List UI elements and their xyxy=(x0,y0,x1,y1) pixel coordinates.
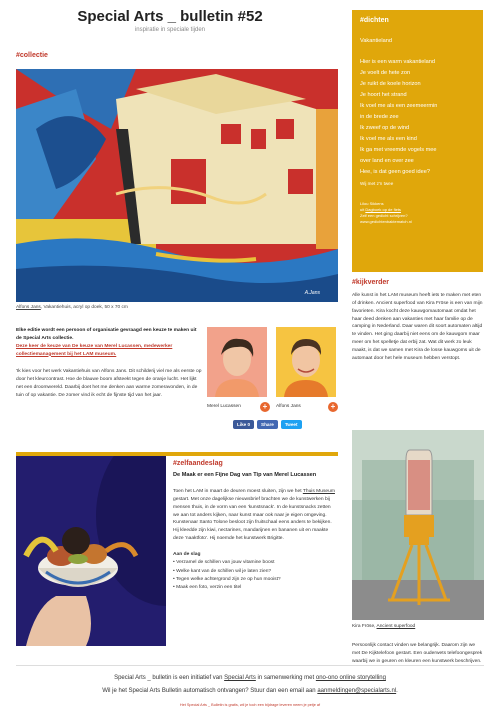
portrait-merel[interactable] xyxy=(207,327,267,397)
painting-signature: A.Jans xyxy=(304,290,320,296)
share-button[interactable]: Share xyxy=(257,420,278,429)
plus-icon[interactable]: + xyxy=(328,402,338,412)
zelfaandeslag-tag: #zelfaandeslag xyxy=(173,460,223,467)
gumball-machine-photo xyxy=(352,430,484,620)
poem-line: Ik ga met vreemde vogels mee xyxy=(360,147,437,153)
footer-line-3: Het Special Arts _ Bulletin is gratis, wil je toch een bijdrage leveren neem je petje af xyxy=(179,703,321,707)
poem-lines xyxy=(360,57,475,189)
quote-text: 'Ik kies voor het werk Vakantiehuis van Alfons Jans. Dit schilderij viel me als eerste op door het kleurcontrast. Hoe de blauwe boom afsteekt tegen de oranje lucht. Het lijkt net een droomwereld. Daarbij doet het me denken aan warme zomeravonden, in de tuin of op vakantie. De zomer vind ik echt de fijnste tijd van het jaar. xyxy=(16,369,202,398)
poem-credit xyxy=(360,201,475,225)
email-link[interactable]: aanmeldingen@specialarts.nl xyxy=(317,688,397,694)
footer-line-1: Special Arts _ bulletin is een initiatief van Special Arts in samenwerking met ono-ono online storytelling xyxy=(114,675,386,681)
portrait-merel-image xyxy=(207,327,267,397)
poem-source: uit Dagboek op de fiets xyxy=(360,207,401,212)
portrait-alfons[interactable] xyxy=(276,327,336,397)
step-item: • Verzamel de schillen van jouw vitamine boost xyxy=(173,560,275,566)
steps-title: Aan de slag xyxy=(173,551,201,557)
kijkverder-text: Alle kunst in het LAM museum heeft iets te maken met eten of drinken. Ancient superfood van Kira Fröse is een van mijn favorieten. Kira kocht deze kauwgomautomaat omdat het haar deed denken aan vakanties met haar familie op de camping in Nederland. Daar waren dit soort automaten altijd te vinden. Het ging daarbij niet eens om de kauwgom maar meer om het spelletje dat erbij zat. Wat dit werk zo leuk maakt, is dat we samen met Kira de losse kauwgoms uit de automaat door het hele museum hebben verstopt. xyxy=(352,293,483,361)
poem-line: Je ruikt de koele horizon xyxy=(360,81,421,87)
poet-name: Lilou Sikkens xyxy=(360,201,384,206)
poem-line: Ik voel me als een zeemeermin xyxy=(360,103,438,109)
kira-caption: Kira Fröse, Ancient superfood xyxy=(352,624,416,629)
poem-line: Wij met z'n twee xyxy=(360,181,394,186)
ancient-superfood-link[interactable]: Ancient superfood xyxy=(376,624,416,629)
poem-line: Je hoort het strand xyxy=(360,92,407,98)
poem-line: Je voelt de hete zon xyxy=(360,70,411,76)
fruit-bowl-image[interactable] xyxy=(16,456,166,646)
collectie-tag: #collectie xyxy=(16,52,48,59)
poem-title: Vakantieland xyxy=(360,38,392,44)
ono-ono-link[interactable]: ono-ono online storytelling xyxy=(315,675,386,681)
painting-image[interactable] xyxy=(16,69,338,302)
portrait-alfons-image xyxy=(276,327,336,397)
zelfaandeslag-paragraph: Toen het LAM in maart de deuren moest sluiten, zijn we het Thuis Museum gestart. Met onze dagelijkse nieuwsbrief brachten we de kunstwerken bij mensen thuis, in de vorm van een 'kunstsnack'. In de kunstsnacks zetten we aan tot anders kijken, naar kunst maar ook naar je eigen omgeving. Kunstenaar Santo Tolone besloot zijn fruitschaal eens anders te bekijken. Hij kleedde zijn kiwi, nectarines, mandarijnen en bananen uit en maakte deze 'naaktfoto'. Hij noemde het kunstwerk Brigitte. xyxy=(173,489,335,542)
footer-divider xyxy=(16,665,484,666)
step-item: • Welke kant van de schillen wil je laten zien? xyxy=(173,568,272,574)
write-poem-text: Zelf een gedicht schrijven? xyxy=(360,213,408,218)
poem-line: over land en over zee xyxy=(360,158,414,164)
poem-line: Ik voel me als een kind xyxy=(360,136,417,142)
share-buttons xyxy=(233,420,302,429)
fruit-bowl-photo xyxy=(16,456,166,646)
like-button[interactable]: Like 0 xyxy=(233,420,254,429)
person-name-2: Alfons Jans xyxy=(276,404,301,409)
page-subtitle: inspiratie in speciale tijden xyxy=(134,27,206,33)
dichten-tag: #dichten xyxy=(360,17,389,24)
step-item: • Tegen welke achtergrond zijn ze op hun mooist? xyxy=(173,576,281,582)
keuze-link[interactable]: Deze keer de keuze van De keuze van Merel Lucassen, medewerker collectiemanagement bij het LAM museum. xyxy=(16,343,173,357)
source-link[interactable]: Dagboek op de fiets xyxy=(365,207,401,212)
zelfaandeslag-section xyxy=(173,460,338,593)
poem-site[interactable]: www.gedichtenbaktematch.nl xyxy=(360,219,412,224)
kira-text: Persoonlijk contact vinden we belangrijk. Daarom zijn we met De Kijktelefoon gestart. Een ouderwets telefoongesprek waarbij we in geuren en kleuren een kunstwerk beschrijven. xyxy=(352,643,483,664)
tweet-button[interactable]: Tweet xyxy=(281,420,302,429)
poem-line: Hier is een warm vakantieland xyxy=(360,59,435,65)
painting-caption: Alfons Jans, Vakantiehuis, acryl op doek, 50 x 70 cm xyxy=(16,305,128,310)
gumball-machine-image[interactable] xyxy=(352,430,484,620)
poem-line: Ik zweef op de wind xyxy=(360,125,410,131)
person-name-1: Merel Lucassen xyxy=(207,404,241,409)
step-item: • Maak een foto, verzin een titel xyxy=(173,585,242,591)
thuis-museum-link[interactable]: Thuis Museum xyxy=(302,489,335,494)
footer-line-2: Wil je het Special Arts Bulletin automatisch ontvangen? Stuur dan een email aan aanmeldingen@specialarts.nl. xyxy=(102,688,398,694)
kijkverder-tag: #kijkverder xyxy=(352,279,389,286)
collectie-intro xyxy=(16,327,202,400)
special-arts-link[interactable]: Special Arts xyxy=(224,675,256,681)
poem-line: Hee, is dat geen goed idee? xyxy=(360,169,430,175)
plus-icon[interactable]: + xyxy=(260,402,270,412)
zelfaandeslag-title: De Maak er een Fijne Dag van Tip van Merel Lucassen xyxy=(173,472,317,478)
artist-link[interactable]: Alfons Jans xyxy=(16,305,41,310)
dichten-box xyxy=(352,10,483,272)
intro-bold: Elke editie wordt een persoon of organisatie gevraagd een keuze te maken uit de Special Arts collectie. xyxy=(16,328,197,341)
poem-line: in de brede zee xyxy=(360,114,399,120)
page-title: Special Arts _ bulletin #52 xyxy=(77,8,263,25)
vakantiehuis-painting xyxy=(16,69,338,302)
